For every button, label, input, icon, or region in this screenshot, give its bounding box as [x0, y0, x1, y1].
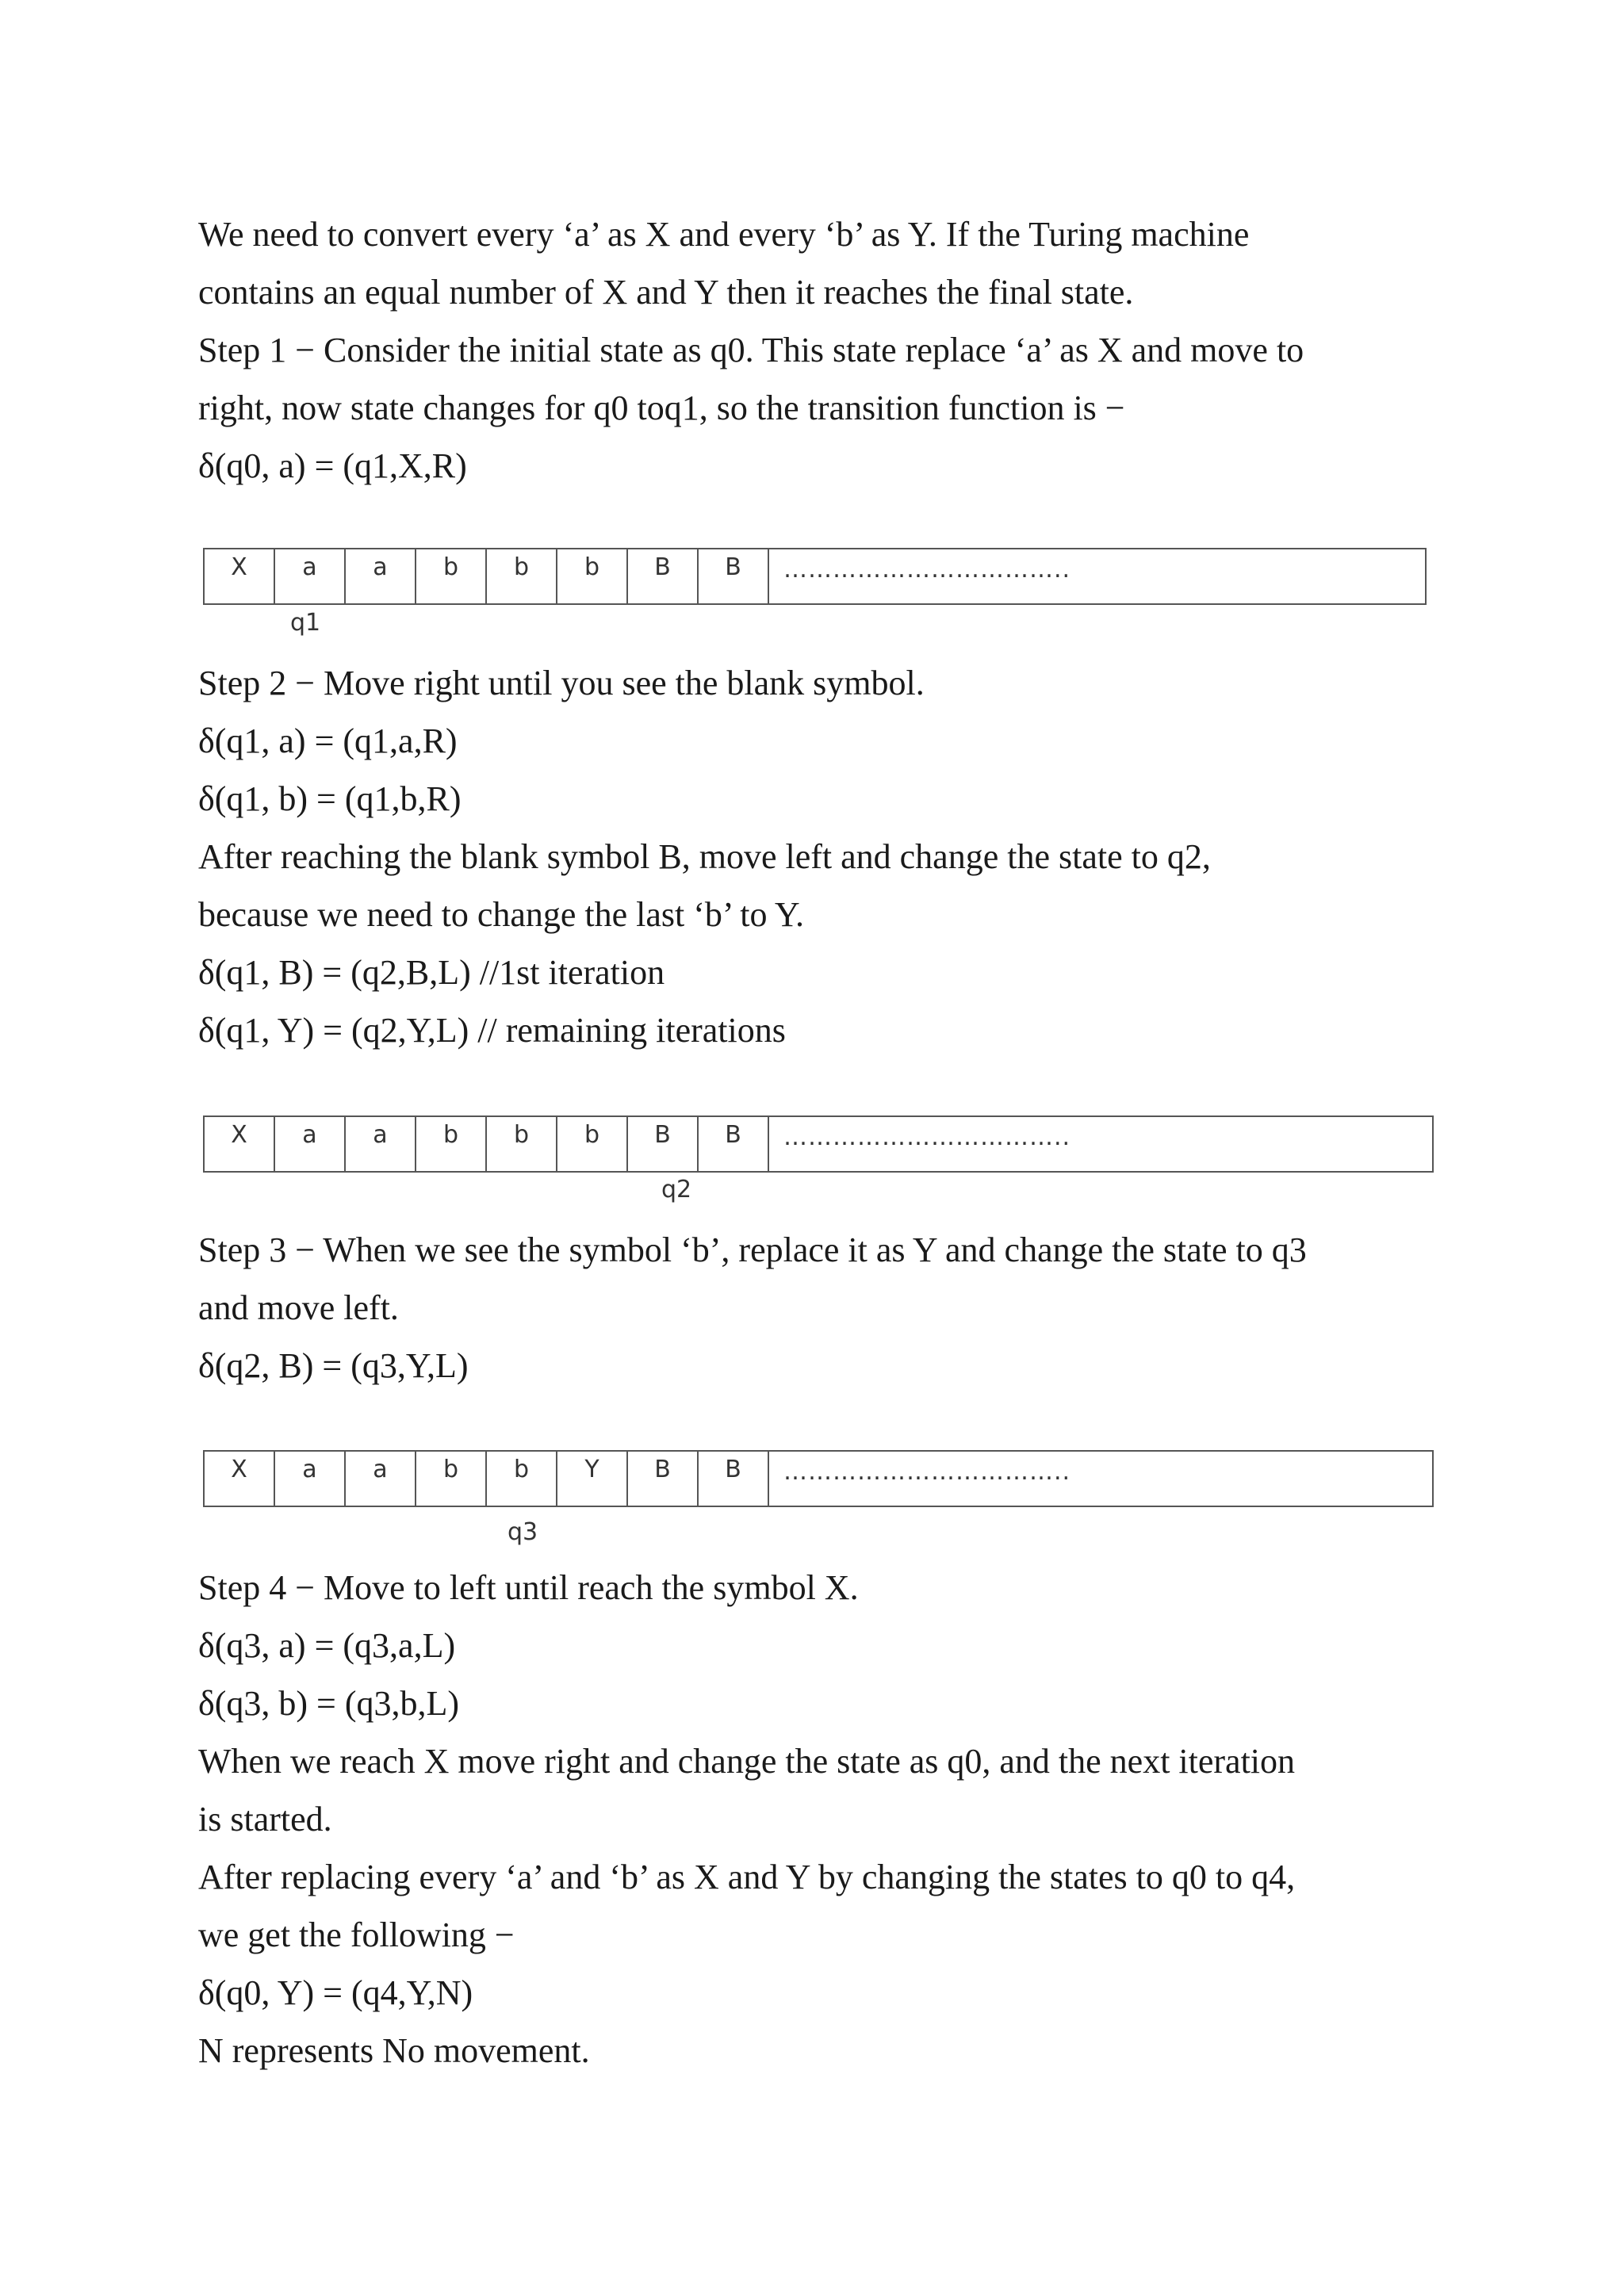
tape-cell: B — [628, 1452, 699, 1506]
transition-formula: δ(q1, B) = (q2,B,L) //1st iteration — [198, 953, 665, 992]
tape-cell: b — [416, 1117, 487, 1171]
tape-cell: B — [628, 549, 699, 603]
text-line: we get the following − — [198, 1915, 515, 1954]
tape-cell: a — [275, 1452, 346, 1506]
head-state-label: q3 — [508, 1518, 538, 1546]
tape-ellipsis: …………………………….. — [783, 1458, 1071, 1486]
transition-formula: δ(q0, a) = (q1,X,R) — [198, 446, 467, 485]
tape-cell: b — [487, 549, 557, 603]
tape-cell: a — [275, 1117, 346, 1171]
tape-cell: a — [346, 1117, 416, 1171]
text-line: and move left. — [198, 1288, 399, 1327]
tape-cell: b — [557, 1117, 628, 1171]
step-2-heading: Step 2 − Move right until you see the blank symbol. — [198, 664, 925, 702]
tape-ellipsis: …………………………….. — [783, 1123, 1071, 1151]
text-line: When we reach X move right and change the state as q0, and the next iteration — [198, 1742, 1296, 1781]
tape-diagram-1 — [203, 548, 1427, 605]
tape-cell: B — [699, 1117, 769, 1171]
tape-cell: a — [275, 549, 346, 603]
head-state-label: q2 — [661, 1176, 692, 1203]
tape-cell: b — [557, 549, 628, 603]
tape-cell: Y — [557, 1452, 628, 1506]
text-line: right, now state changes for q0 toq1, so the transition function is − — [198, 388, 1125, 427]
tape-ellipsis: …………………………….. — [783, 556, 1071, 584]
transition-formula: δ(q1, a) = (q1,a,R) — [198, 721, 458, 760]
tape-cell: X — [205, 549, 275, 603]
tape-cell: B — [699, 549, 769, 603]
tape-cell: a — [346, 1452, 416, 1506]
tape-cell: a — [346, 549, 416, 603]
tape-cell: b — [487, 1452, 557, 1506]
text-line: N represents No movement. — [198, 2031, 590, 2070]
tape-cell: B — [628, 1117, 699, 1171]
tape-diagram-2 — [203, 1115, 1434, 1173]
transition-formula: δ(q3, b) = (q3,b,L) — [198, 1684, 460, 1723]
tape-cell: X — [205, 1117, 275, 1171]
text-line: After replacing every ‘a’ and ‘b’ as X and Y by changing the states to q0 to q4, — [198, 1858, 1296, 1896]
transition-formula: δ(q3, a) = (q3,a,L) — [198, 1626, 456, 1665]
tape-cell: b — [487, 1117, 557, 1171]
step-3-heading: Step 3 − When we see the symbol ‘b’, replace it as Y and change the state to q3 — [198, 1230, 1307, 1269]
transition-formula: δ(q1, b) = (q1,b,R) — [198, 779, 462, 818]
text-line: contains an equal number of X and Y then it reaches the final state. — [198, 273, 1134, 312]
tape-diagram-3 — [203, 1450, 1434, 1507]
tape-cell: b — [416, 549, 487, 603]
text-line: After reaching the blank symbol B, move left and change the state to q2, — [198, 837, 1211, 876]
tape-cell: B — [699, 1452, 769, 1506]
text-line: because we need to change the last ‘b’ to Y. — [198, 895, 805, 934]
text-line: We need to convert every ‘a’ as X and every ‘b’ as Y. If the Turing machine — [198, 215, 1250, 254]
tape-cell: b — [416, 1452, 487, 1506]
step-4-heading: Step 4 − Move to left until reach the symbol X. — [198, 1568, 859, 1607]
transition-formula: δ(q1, Y) = (q2,Y,L) // remaining iterations — [198, 1011, 786, 1050]
transition-formula: δ(q0, Y) = (q4,Y,N) — [198, 1973, 473, 2012]
step-1-heading: Step 1 − Consider the initial state as q0. This state replace ‘a’ as X and move to — [198, 331, 1304, 369]
head-state-label: q1 — [290, 609, 321, 637]
text-line: is started. — [198, 1800, 332, 1839]
transition-formula: δ(q2, B) = (q3,Y,L) — [198, 1346, 469, 1385]
tape-cell: X — [205, 1452, 275, 1506]
